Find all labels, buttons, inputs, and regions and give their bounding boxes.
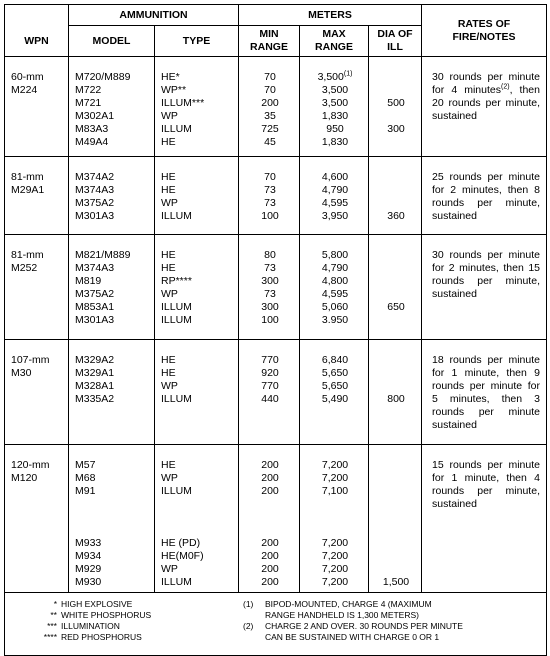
header-wpn: WPN [5,5,69,57]
cell-value: WP [161,110,178,122]
weapon-name [5,157,68,197]
weapon-name-line: M120 [11,472,38,484]
min-range-cell-content [239,445,299,589]
cell-value: M49A4 [75,136,109,148]
cell-value: 70 [264,84,276,96]
footnote-ref: (2) [501,83,510,91]
cell-value: HE [161,354,176,366]
header-dia-ill [369,26,422,57]
cell-value: 200 [261,537,279,549]
weapon-group-row [5,57,547,157]
cell-value: M721 [75,97,102,109]
footnotes-numbered [233,599,538,643]
cell-value [245,524,295,537]
cell-value: HE [161,367,176,379]
cell-value: M374A3 [75,262,115,274]
cell-value: 725 [261,123,279,135]
max-range-cell-content [300,445,368,589]
cell-value: 920 [261,367,279,379]
cell-value: M329A1 [75,367,115,379]
cell-value [306,498,364,511]
weapon-cell [5,340,69,445]
cell-value: 770 [261,380,279,392]
cell-value: 5,650 [321,380,349,392]
type-cell-content [155,445,238,589]
cell-value: HE [161,249,176,261]
weapon-group-row [5,157,547,235]
min-range-cell-content [239,57,299,149]
weapon-group-row [5,340,547,445]
min-range-cell [239,57,300,157]
cell-value: M68 [75,472,96,484]
max-range-cell [300,57,369,157]
dia-ill-cell [369,445,422,593]
cell-value: WP** [161,84,187,96]
model-cell [69,57,155,157]
min-range-cell [239,445,300,593]
type-cell-content [155,235,238,327]
type-cell-content [155,157,238,223]
cell-value [375,367,417,380]
cell-value [375,563,417,576]
cell-value [375,459,417,472]
cell-value [161,498,234,511]
dia-ill-cell [369,235,422,340]
model-cell-content [69,340,154,406]
cell-value: WP [161,380,178,392]
notes-cell [422,340,547,445]
cell-value: M374A3 [75,184,115,196]
cell-value: 300 [261,301,279,313]
cell-value [375,354,417,367]
cell-value: 45 [264,136,276,148]
max-range-cell-content [300,340,368,406]
cell-value [75,524,150,537]
notes-cell [422,157,547,235]
footnote-number: (2) [243,621,254,631]
cell-value: M929 [75,563,102,575]
weapon-name [5,235,68,275]
cell-value: ILLUM*** [161,97,205,109]
cell-value: 1,830 [321,110,349,122]
max-range-cell-content [300,235,368,327]
notes-cell [422,235,547,340]
cell-value: M375A2 [75,288,115,300]
cell-value: ILLUM [161,393,192,405]
footnote-ref: (1) [343,70,353,78]
cell-value: M819 [75,275,102,287]
cell-value: 73 [264,184,276,196]
cell-value: 73 [264,262,276,274]
min-range-cell [239,235,300,340]
footnote-line: CHARGE 2 AND OVER. 30 ROUNDS PER MINUTE [265,621,463,631]
model-cell-content [69,57,154,149]
weapon-name-line: M29A1 [11,184,45,196]
footnote-abbreviation [13,599,233,610]
cell-value: M335A2 [75,393,115,405]
cell-value: 770 [261,354,279,366]
weapon-name-line: M252 [11,262,38,274]
cell-value: ILLUM [161,576,192,588]
footnote-text [265,621,463,643]
cell-value: 1,500 [382,576,410,588]
cell-value: M853A1 [75,301,115,313]
header-rates [422,5,547,57]
cell-value [375,84,417,97]
cell-value [375,511,417,524]
cell-value: HE (PD) [161,537,201,549]
min-range-cell-content [239,340,299,406]
header-max-range [300,26,369,57]
weapon-cell [5,57,69,157]
cell-value: 7,200 [321,459,349,471]
type-cell [155,235,239,340]
weapon-group-row [5,235,547,340]
cell-value: M722 [75,84,102,96]
cell-value: 5,060 [321,301,349,313]
header-max-range-label: MAX RANGE [315,28,353,53]
cell-value: ILLUM [161,314,192,326]
cell-value: 950 [326,123,344,135]
cell-value: 200 [261,576,279,588]
max-range-cell-content [300,57,368,149]
type-cell [155,445,239,593]
cell-value: HE(M0F) [161,550,204,562]
header-type: TYPE [155,26,239,57]
cell-value: 4,790 [321,184,349,196]
rate-of-fire-notes: 25 rounds per minute for 2 minutes, then 8 rounds per minute, sustained [432,171,540,222]
cell-value: 5,650 [321,367,349,379]
weapon-name [5,445,68,485]
model-cell [69,445,155,593]
rate-of-fire-notes: 15 rounds per minute for 1 minute, then 4 rounds per minute, sustained [432,459,540,510]
footnote-mark: ** [50,610,57,620]
cell-value [161,524,234,537]
cell-value: M934 [75,550,102,562]
cell-value: 650 [387,301,405,313]
weapon-cell [5,157,69,235]
cell-value: 7,200 [321,550,349,562]
cell-value [245,498,295,511]
footnote-line: BIPOD-MOUNTED, CHARGE 4 (MAXIMUM [265,599,432,609]
cell-value [75,511,150,524]
cell-value: 5,490 [321,393,349,405]
model-cell [69,340,155,445]
cell-value: ILLUM [161,210,192,222]
cell-value: 3.950 [321,314,349,326]
model-cell-content [69,235,154,327]
cell-value: 200 [261,485,279,497]
cell-value: 80 [264,249,276,261]
rate-of-fire-notes: 30 rounds per minute for 2 minutes, then 15 rounds per minute, sustained [432,249,540,300]
weapon-name-line: M224 [11,84,38,96]
type-cell-content [155,340,238,406]
weapon-name [5,340,68,380]
cell-value: ILLUM [161,485,192,497]
cell-value: 70 [264,71,276,83]
cell-value: M375A2 [75,197,115,209]
cell-value: WP [161,288,178,300]
cell-value: M301A3 [75,314,115,326]
cell-value [75,498,150,511]
cell-value [375,380,417,393]
cell-value: WP [161,197,178,209]
weapon-name-line: 107-mm [11,354,50,366]
cell-value: 3,500 [321,84,349,96]
cell-value [375,472,417,485]
model-cell-content [69,445,154,589]
cell-value [375,171,417,184]
cell-value: M374A2 [75,171,115,183]
weapon-name [5,57,68,97]
dia-ill-cell [369,157,422,235]
max-range-cell [300,157,369,235]
cell-value: 3,500 [321,97,349,109]
cell-value: HE [161,459,176,471]
weapon-name-line: 120-mm [11,459,50,471]
cell-value: 35 [264,110,276,122]
footnote-number: (1) [243,599,254,609]
cell-value: 440 [261,393,279,405]
cell-value: M821/M889 [75,249,131,261]
cell-value: HE [161,184,176,196]
header-min-range [239,26,300,57]
cell-value: M83A3 [75,123,109,135]
header-rates-label: RATES OF FIRE/NOTES [452,17,516,43]
weapon-name-line: M30 [11,367,32,379]
type-cell [155,157,239,235]
weapon-cell [5,445,69,593]
cell-value: 360 [387,210,405,222]
cell-value: 100 [261,314,279,326]
cell-value: 73 [264,288,276,300]
cell-value [375,288,417,301]
footnotes [5,593,547,656]
cell-value: 300 [387,123,405,135]
cell-value: M302A1 [75,110,115,122]
header-dia-ill-label: DIA OF ILL [377,28,413,53]
cell-value: 73 [264,197,276,209]
cell-value: 500 [387,97,405,109]
weapon-name-line: 81-mm [11,171,44,183]
cell-value: 7,200 [321,537,349,549]
cell-value: M91 [75,485,96,497]
header-meters: METERS [239,5,422,26]
cell-value: HE [161,171,176,183]
cell-value: M328A1 [75,380,115,392]
footnote-mark: * [53,599,57,609]
cell-value: M933 [75,537,102,549]
cell-value [375,550,417,563]
footnote-line: CAN BE SUSTAINED WITH CHARGE 0 OR 1 [265,632,440,642]
cell-value: 100 [261,210,279,222]
dia-ill-cell-content [369,157,421,223]
footnote-line: RANGE HANDHELD IS 1,300 METERS) [265,610,419,620]
cell-value: 200 [261,550,279,562]
model-cell [69,157,155,235]
type-cell-content [155,57,238,149]
min-range-cell [239,157,300,235]
type-cell [155,340,239,445]
cell-value [375,498,417,511]
cell-value: 300 [261,275,279,287]
footnote-text [265,599,432,621]
cell-value: WP [161,563,178,575]
cell-value: 4,790 [321,262,349,274]
cell-value: 4,595 [321,197,349,209]
cell-value: 7,100 [321,485,349,497]
cell-value [375,314,417,327]
dia-ill-cell [369,340,422,445]
cell-value: 800 [387,393,405,405]
max-range-cell [300,445,369,593]
cell-value [375,110,417,123]
cell-value [375,249,417,262]
cell-value: HE [161,262,176,274]
footnote-text: WHITE PHOSPHORUS [61,610,152,620]
cell-value: M57 [75,459,96,471]
cell-value: 1,830 [321,136,349,148]
cell-value: 200 [261,472,279,484]
header-min-range-label: MIN RANGE [250,28,288,53]
max-range-cell [300,340,369,445]
footnotes-abbreviations [13,599,233,643]
cell-value [375,197,417,210]
cell-value: 70 [264,171,276,183]
cell-value [245,511,295,524]
footnote-numbered [243,599,538,621]
cell-value: WP [161,472,178,484]
rate-of-fire-notes: 18 rounds per minute for 1 minute, then 9 rounds per minute for 5 minutes, then 3 rounds per minute sustained [432,354,540,431]
cell-value [375,262,417,275]
weapon-name-line: 60-mm [11,71,44,83]
cell-value: 200 [261,459,279,471]
model-cell [69,235,155,340]
min-range-cell-content [239,157,299,223]
cell-value: 7,200 [321,472,349,484]
weapon-cell [5,235,69,340]
dia-ill-cell-content [369,340,421,406]
footnote-abbreviation [13,621,233,632]
dia-ill-cell [369,57,422,157]
cell-value [375,524,417,537]
cell-value [161,511,234,524]
footnote-mark: *** [47,621,57,631]
cell-value: ILLUM [161,123,192,135]
model-cell-content [69,157,154,223]
footnote-numbered [243,621,538,643]
cell-value: M329A2 [75,354,115,366]
cell-value: 5,800 [321,249,349,261]
cell-value [375,136,417,149]
type-cell [155,57,239,157]
ammunition-table [4,4,547,656]
cell-value: 7,200 [321,563,349,575]
cell-value: 4,600 [321,171,349,183]
dia-ill-cell-content [369,445,421,589]
cell-value [375,184,417,197]
cell-value [375,537,417,550]
cell-value: 4,595 [321,288,349,300]
cell-value [306,524,364,537]
cell-value: RP**** [161,275,192,287]
notes-cell [422,445,547,593]
dia-ill-cell-content [369,235,421,327]
cell-value: M301A3 [75,210,115,222]
footnote-abbreviation [13,610,233,621]
cell-value: HE* [161,71,180,83]
footnote-text: ILLUMINATION [61,621,120,631]
dia-ill-cell-content [369,57,421,149]
cell-value [375,275,417,288]
notes-cell [422,57,547,157]
weapon-group-row [5,445,547,593]
cell-value: M930 [75,576,102,588]
cell-value: 200 [261,563,279,575]
cell-value: ILLUM [161,301,192,313]
header-ammunition: AMMUNITION [69,5,239,26]
cell-value: 3,500$^{(1)}$ [317,70,353,83]
min-range-cell-content [239,235,299,327]
cell-value: 7,200 [321,576,349,588]
max-range-cell-content [300,157,368,223]
min-range-cell [239,340,300,445]
footnote-abbreviation [13,632,233,643]
rate-of-fire-notes: 30 rounds per minute for 4 minutes$^{(2)}$, then 20 rounds per minute, sustained [432,71,540,122]
max-range-cell [300,235,369,340]
footnote-text: HIGH EXPLOSIVE [61,599,133,609]
cell-value: 4,800 [321,275,349,287]
cell-value [306,511,364,524]
footnote-mark: **** [43,632,57,642]
cell-value: 3,950 [321,210,349,222]
cell-value [375,71,417,84]
cell-value: 200 [261,97,279,109]
cell-value [375,485,417,498]
cell-value: HE [161,136,176,148]
footnote-text: RED PHOSPHORUS [61,632,142,642]
header-model: MODEL [69,26,155,57]
cell-value: 6,840 [321,354,349,366]
weapon-name-line: 81-mm [11,249,44,261]
cell-value: M720/M889 [75,71,131,83]
